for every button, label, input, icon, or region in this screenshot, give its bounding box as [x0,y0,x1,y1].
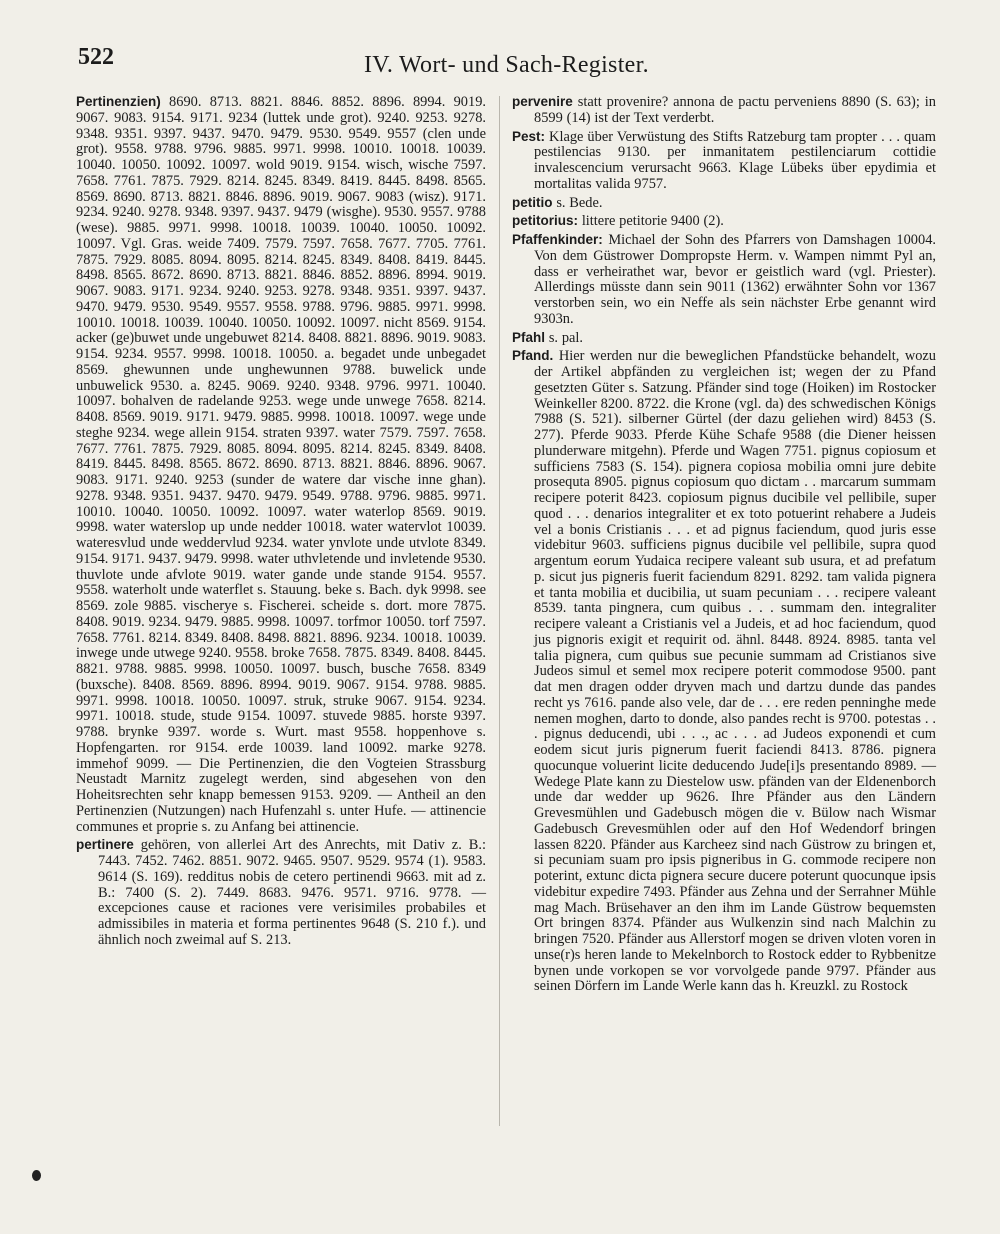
ink-spot [32,1170,41,1181]
index-entry [512,195,936,212]
entry-headword: Pertinenzien) [76,94,161,109]
right-column [512,94,936,997]
index-entry [512,129,936,193]
entry-text: 8690. 8713. 8821. 8846. 8852. 8896. 8994. 9019. 9067. 9083. 9154. 9171. 9234 (luttek unde grot). 9240. 9253. 9278. 9348. 9351. 9397. 9437. 9470. 9479. 9530. 9549. 9557 (clen unde grot). 9558. 9788. 9796. 9885. 9971. 9998. 10010. 10018. 10039. 10040. 10050. 10092. 10097. wold 9019. 9154. wisch, wische 7597. 7658. 7761. 7875. 7929. 8214. 8245. 8349. 8419. 8445. 8498. 8565. 8569. 8690. 8713. 8821. 8846. 8896. 9019. 9067. 9083 (wisz). 9171. 9234. 9240. 9278. 9348. 9397. 9437. 9479 (wisghe). 9530. 9557. 9788 (wese). 9885. 9971. 9998. 10018. 10039. 10040. 10050. 10092. 10097. Vgl. Gras. weide 7409. 7579. 7597. 7658. 7677. 7705. 7761. 7875. 7929. 8085. 8094. 8095. 8214. 8245. 8349. 8408. 8419. 8445. 8498. 8565. 8672. 8690. 8713. 8821. 8846. 8852. 8896. 8994. 9019. 9067. 9083. 9171. 9234. 9240. 9253. 9278. 9348. 9351. 9397. 9437. 9470. 9479. 9530. 9549. 9557. 9558. 9788. 9796. 9885. 9971. 9998. 10010. 10018. 10039. 10040. 10050. 10092. 10097. nicht 8569. 9154. acker (ge)buwet unde ungebuwet 8214. 8408. 8821. 8896. 9019. 9083. 9154. 9234. 9557. 9998. 10018. 10050. a. begadet unde unbegadet 8569. ghewunnen unde unghewunnen 9788. buwelick unde unbuwelick 9530. a. 8245. 9069. 9240. 9348. 9796. 9971. 10040. 10097. bohalven de radelande 9253. wege unde unwege 7658. 8214. 8408. 8569. 9019. 9171. 9479. 9885. 9998. 10018. 10097. wege unde steghe 9234. wege allein 9154. straten 9397. water 7579. 7597. 7658. 7677. 7761. 7875. 7929. 8085. 8094. 8095. 8214. 8245. 8349. 8408. 8419. 8445. 8498. 8565. 8672. 8690. 8713. 8821. 8846. 8896. 9067. 9083. 9171. 9240. 9253 (sunder de watere dar vische inne ghan). 9278. 9348. 9351. 9437. 9470. 9479. 9549. 9788. 9796. 9885. 9971. 10010. 10040. 10050. 10092. 10097. water waterlop 8569. 9019. 9998. water waterslop up unde nedder 10018. water watervlot 10039. wateresvlud unde weddervlud 9234. water ynvlote unde utvlote 8349. 9154. 9171. 9437. 9479. 9998. water uthvletende und invletende 9530. thuvlote unde afvlote 9019. water gande unde stande 9154. 9557. 9558. waterholt unde waterflet s. Stauung. beke s. Bach. dyk 9998. see 8569. zole 9885. vischerye s. Fischerei. scheide s. dort. more 7875. 8408. 9019. 9234. 9479. 9885. 9998. 10097. torfmor 10050. torf 7597. 7658. 7761. 8214. 8349. 8408. 8498. 8821. 8896. 9234. 10018. 10039. inwege unde utwege 9240. 9558. broke 7658. 7875. 8349. 8408. 8445. 8821. 9788. 9885. 9998. 10050. 10097. busch, busche 7658. 8349 (buxsche). 8408. 8569. 8896. 8994. 9019. 9067. 9154. 9788. 9885. 9971. 9998. 10018. 10050. 10097. struk, struke 9067. 9154. 9234. 9971. 10018. stude, stude 9154. 10097. stuvede 9885. horste 9397. 9788. brynke 9397. worde s. Wurt. mast 9558. hoppenhove s. Hopfengarten. ror 9154. erde 10039. land 10092. marke 9278. immehof 9099. — Die Pertinenzien, die den Vogteien Strassburg Neustadt Marnitz zugelegt werden, sind abgesehen von den Hoheitsrechten sehr knapp bemessen 9153. 9209. — Antheil an den Pertinenzien (Nutzungen) nach Hufenzahl s. unter Hufe. — attinencie communes et proprie s. zu Anfang bei attinencie. [76,94,486,835]
entry-text: statt provenire? annona de pactu perveniens 8890 (S. 63); in 8599 (14) ist der Text verderbt. [534,94,936,126]
entry-headword: petitio [512,194,553,210]
entry-headword: pertinere [76,837,134,853]
entry-headword: Pfahl [512,329,546,345]
entry-headword: pervenire [512,94,573,109]
entry-headword: Pfaffenkinder: [512,232,603,247]
left-column [76,94,486,951]
running-head: IV. Wort- und Sach-Register. [364,52,649,78]
entry-headword: petitorius: [512,213,578,229]
index-entry [512,232,936,328]
index-entry [512,213,936,230]
entry-text: gehören, von allerlei Art des Anrechts, mit Dativ z. B.: 7443. 7452. 7462. 8851. 9072. 9465. 9507. 9529. 9574 (1). 9583. 9614 (S. 169). redditus nobis de cetero pertinendi 9663. mit ad z. B.: 7400 (S. 2). 7449. 8683. 9476. 9571. 9716. 9778. — excepciones cause et raciones vere verisimiles probabiles et admissibiles in materia et forma pertinentes 9648 (S. 210 f.). und ähnlich noch zweimal auf S. 213. [98,837,486,948]
index-entry [76,837,486,948]
column-divider [499,96,500,1126]
index-entry [512,330,936,347]
entry-text: s. Bede. [556,194,603,211]
entry-text: Klage über Verwüstung des Stifts Ratzeburg tam propter . . . quam pestilencias 9130. per inmanitatem pestilenciarum cottidie invalescencium verursacht 9663. Klage Lübeks über epydimia et mortalitas valida 9757. [534,128,936,192]
entry-text: s. pal. [548,329,584,346]
index-entry [512,94,936,127]
entry-text: littere petitorie 9400 (2). [581,213,724,230]
page-number: 522 [78,44,114,70]
index-entry [512,348,936,995]
entry-headword: Pest: [512,128,546,144]
index-entry [76,94,486,835]
entry-text: Hier werden nur die beweglichen Pfandstücke behandelt, wozu der Artikel abpfänden zu vergleichen ist; wegen der zu Pfand gesetzten Güter s. Satzung. Pfänder sind toge (Hoiken) im Rostocker Weinkeller 8200. 8722. die Krone (vgl. da) des schwedischen Königs 7988 (S. 521). silberner Gürtel (der dazu geliehen wird) 8453 (S. 277). Pferde 9033. Pferde Kühe Schafe 9588 (die Diener heissen plunderware mitgehn). Pferde und Wagen 7751. pignus copiosum et sufficiens 7583 (S. 154). pignera copiosa mobilia omni jure debite prosequta 8905. pignus copiosum quo dictam . . marcarum summam recipere poterit 8423. copiosum pignus ducibile vel pellibile, super quod . . . denarios integraliter et ex toto potuerint rehabere a Judeis vel a bonis Cristianis . . . et ad pignus faciendum, quod juris esse videbitur 9603. sufficiens pignus ducibile vel pellibile, supra quod argentum eorum Yudaica recipere valeant sub usura, et ad prefatum p. sicut jus pigneris fuerit faciendum 8291. 8292. tam valida pignera et tanta mobilia et ducibilia, ut suam pecuniam . . . recipere valeant 8539. tanta pingnera, cum quibus . . . summam den. integraliter recipere valeant a Cristianis vel a Judeis, et ad hoc faciendum, quod jus pignoris exigit et requirit od. ähnl. 8448. 8924. 8985. tanta vel talia pignera, cum quibus sue pecunie summam ad Cristianos sive Judeos simul et semel mox recipere poterit commodose 9500. pant dat men dragen odder dryven mach und dartzu dunde das pandes recht ys 7616. pande also vele, dar de . . . ere reden penninghe mede nemen moghen, darto to donde, also pandes recht is 9700. potestas . . . pignus deducendi, ubi . . ., ac . . . ad Judeos exponendi et cum eodem sicut juris pignerum fuerit faciendi 8413. 8786. pignera quocunque voluerint licite deducendo Jude[i]s presentando 8989. — Wedege Plate kann zu Diestelow usw. pfänden van der Eldenenborch unde dar wedder up 9626. Ihre Pfänder aus den Ländern Grevesmühlen und Gadebusch mögen die v. Bülow nach Wismar Gadebusch Grevesmühlen oder auf den Hof Wedendorf bringen lassen 8220. Pfänder aus Karcheez sind nach Güstrow zu bringen et, si pecuniam suam pro ipsis pigneribus in G. commode recipere non poterint, extunc dicta pignera secure ducere poterunt quocunque ipsis videbitur expedire 7493. Pfänder aus Zehna und der Serrahner Mühle mag Mach. Brüsehaver an den ihm im Lande Güstrow bequemsten Ort bringen 8374. Pfänder aus Wulkenzin sind nach Malchin zu bringen 7520. Pfänder aus Allerstorf mogen se driven vloten voren in unse(r)s heren lande to Mekelnborch to Rostock edder to Rybbenitze bynen unde vorkopen se vor vorvolgede pande 9797. Pfänder aus seinen Dörfern im Lande Werle kann das h. Kreuzkl. zu Rostock [534,348,936,995]
entry-text: Michael der Sohn des Pfarrers von Damshagen 10004. Von dem Güstrower Dompropste Herm. v. Wampen nimmt Pyl an, dass er verheirathet war, bevor er geistlich ward (vgl. Priester). Allerdings müsste dann sein 9011 (1362) erwähnter Sohn vor 1367 verstorben sein, wo ein Neffe als sein nächster Erbe genannt wird 9303n. [534,232,936,327]
entry-headword: Pfand. [512,348,554,364]
